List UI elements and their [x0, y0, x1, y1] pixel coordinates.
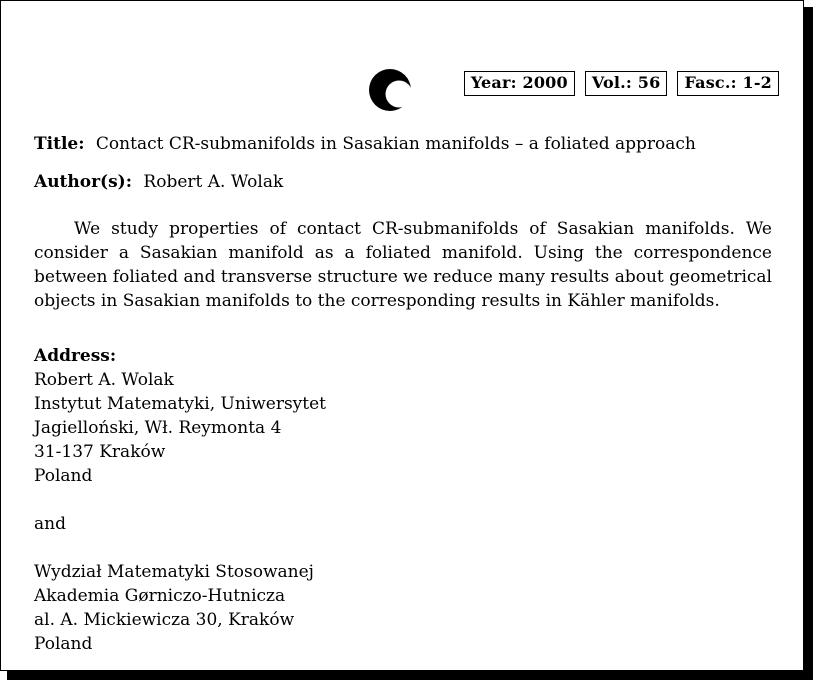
- address-heading: Address:: [34, 346, 117, 366]
- moon-logo-icon: [368, 68, 412, 112]
- title-label: Title:: [34, 134, 85, 154]
- address-line: Robert A. Wolak: [34, 370, 174, 390]
- address-line: 31-137 Kraków: [34, 442, 166, 462]
- author-label: Author(s):: [34, 172, 132, 192]
- address-line: al. A. Mickiewicza 30, Kraków: [34, 610, 295, 630]
- article-title: Contact CR-submanifolds in Sasakian manifolds – a foliated approach: [95, 134, 696, 154]
- fascicle-badge: Fasc.: 1-2: [677, 71, 779, 96]
- spacer: [34, 488, 326, 512]
- volume-badge: Vol.: 56: [585, 71, 668, 96]
- address-block: [34, 344, 326, 656]
- address-line: Instytut Matematyki, Uniwersytet: [34, 394, 327, 414]
- address-line: Poland: [34, 634, 93, 654]
- address-line: Poland: [34, 466, 93, 486]
- address-line: Jagielloński, Wł. Reymonta 4: [34, 418, 282, 438]
- spacer: [34, 536, 326, 560]
- address-line: Akademia Gørniczo-Hutnicza: [34, 586, 286, 606]
- address-conjunction: and: [34, 514, 66, 534]
- issue-badges: [464, 71, 779, 96]
- article-author: Robert A. Wolak: [143, 172, 284, 192]
- title-line: [34, 133, 696, 155]
- abstract-text: We study properties of contact CR-submanifolds of Sasakian manifolds. We consider a Sasakian manifold as a foliated manifold. Using the correspondence between foliated and transverse structure we reduce many results about geometrical objects in Sasakian manifolds to the corresponding results in Kähler manifolds.: [34, 219, 772, 311]
- year-badge: Year: 2000: [464, 71, 575, 96]
- address-line: Wydział Matematyki Stosowanej: [34, 562, 314, 582]
- author-line: [34, 171, 283, 193]
